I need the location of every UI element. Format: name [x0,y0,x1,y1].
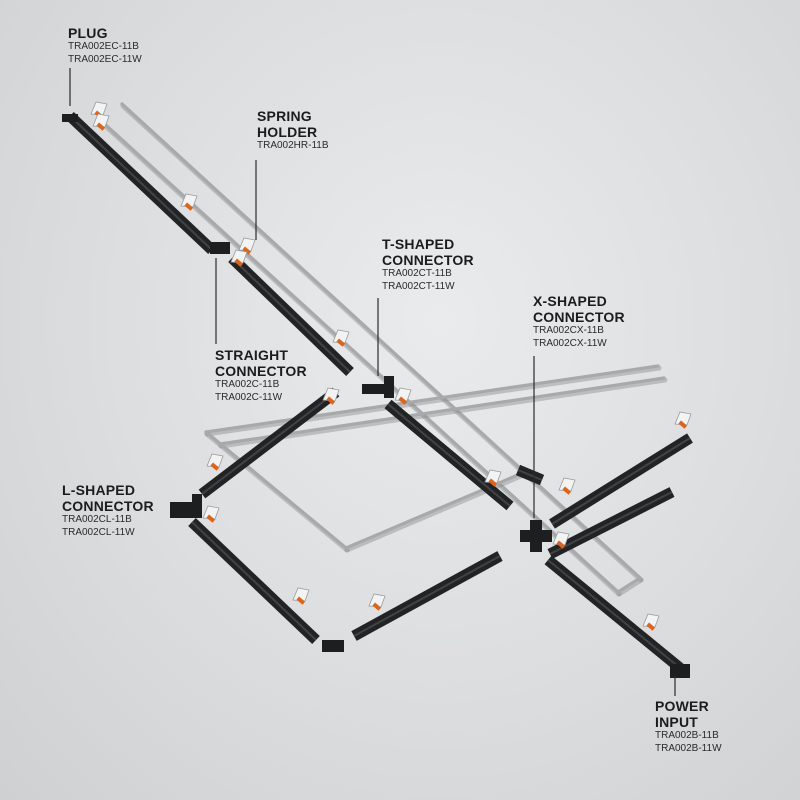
ceiling-channel-segment [206,432,346,548]
track-rail-groove [548,560,680,668]
label-plug [68,25,142,66]
label-t-shaped-code-1: TRA002CT-11B [382,268,452,279]
straight-connector [210,242,230,254]
label-x-shaped-code-1: TRA002CX-11B [533,325,604,336]
label-x-shaped [533,293,625,350]
label-power-input-title-2: INPUT [655,714,698,730]
label-l-shaped-title-1: L-SHAPED [62,482,136,498]
t-shaped-connector [362,376,394,398]
plug-connector [62,114,78,122]
label-t-shaped-title-1: T-SHAPED [382,236,455,252]
label-spring-holder-title-1: SPRING [257,108,312,124]
label-straight [215,347,307,404]
label-t-shaped-title-2: CONNECTOR [382,252,474,268]
label-x-shaped-code-2: TRA002CX-11W [533,337,607,349]
label-power-input-code-1: TRA002B-11B [655,730,719,741]
label-l-shaped [62,482,154,539]
label-straight-title-2: CONNECTOR [215,363,307,379]
power-input-connector [670,664,690,678]
label-spring-holder [257,108,329,153]
label-spring-holder-title-2: HOLDER [257,124,318,140]
label-power-input-code-2: TRA002B-11W [655,742,722,754]
label-straight-code-2: TRA002C-11W [215,391,283,403]
ceiling-channel-shadow [619,580,641,594]
x-shaped-connector [520,520,552,552]
track-rail-groove [388,404,510,506]
label-plug-code-1: TRA002EC-11B [68,41,139,52]
label-t-shaped [382,236,474,293]
track-rail-groove [550,492,672,554]
label-l-shaped-code-1: TRA002CL-11B [62,514,132,525]
track-rail-groove [70,116,212,250]
label-straight-code-1: TRA002C-11B [215,379,280,390]
label-t-shaped-code-2: TRA002CT-11W [382,280,455,292]
label-x-shaped-title-1: X-SHAPED [533,293,607,309]
label-l-shaped-title-2: CONNECTOR [62,498,154,514]
track-rail-groove [192,522,316,640]
label-l-shaped-code-2: TRA002CL-11W [62,526,135,538]
label-power-input [655,698,722,755]
label-plug-code-2: TRA002EC-11W [68,53,142,65]
label-plug-title: PLUG [68,25,108,41]
label-x-shaped-title-2: CONNECTOR [533,309,625,325]
l-shaped-connector [170,494,202,518]
l-shaped-connector-bottom [322,640,344,652]
label-straight-title-1: STRAIGHT [215,347,289,363]
label-power-input-title-1: POWER [655,698,709,714]
spring-clips [91,102,691,631]
label-spring-holder-code-1: TRA002HR-11B [257,140,329,151]
